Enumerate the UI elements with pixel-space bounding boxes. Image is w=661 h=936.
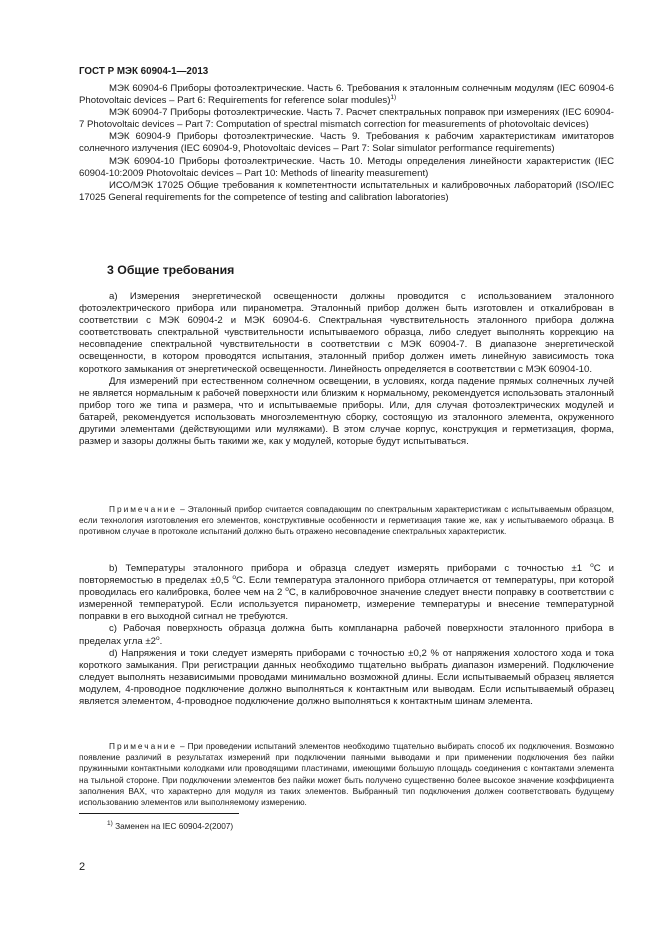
reference-item <box>79 180 614 204</box>
page-number: 2 <box>79 861 86 873</box>
note-text: – Эталонный прибор считается совпадающим по спектральным характеристикам с испытываемым образцом, если технология изготовления его элементов, конструктивные особенности и герметизация такие же, как у испытываемого образца. В противном случае в протоколе испытаний должно быть отражено несовпадение спектральных характеристик. <box>79 504 614 537</box>
requirements-block-a <box>79 291 614 448</box>
degree-sign: о <box>232 574 236 582</box>
paragraph-c: с) Рабочая поверхность образца должна быть компланарна рабочей поверхности эталонного прибора в пределах угла $\pm 2^о$. <box>79 623 614 647</box>
reference-text: МЭК 60904-6 Приборы фотоэлектрические. Часть 6. Требования к эталонным солнечным модулям (IEC 60904-6 Photovoltaic devices – Part 6: Requirements for reference solar modules) <box>79 83 614 107</box>
requirements-block-bcd <box>79 563 614 708</box>
reference-text: МЭК 60904-10 Приборы фотоэлектрические. Часть 10. Методы определения линейности характеристик (IEC 60904-10:2009 Photovoltaic devices – Part 10: Methods of linearity measurement) <box>79 155 614 179</box>
reference-text: МЭК 60904-9 Приборы фотоэлектрические. Часть 9. Требования к рабочим характеристикам имитаторов солнечного излучения (IEC 60904-9, Photovoltaic devices – Part 7: Solar simulator performance requirements) <box>79 131 614 155</box>
paragraph-a: а) Измерения энергетической освещенности должны проводится с использованием эталонного фотоэлектрического прибора или пиранометра. Эталонный прибор должен быть изготовлен и откалиброван в соответствии с МЭК 60904-2 и МЭК 60904-6. Спектральная чувствительность эталонного прибора должна соответствовать спектральной чувствительности испытываемого образца, либо следует выполнять коррекцию на несовпадение спектральной чувствительности в соответствии с МЭК 60904-7. В диапазоне энергетической освещенности, в котором проводятся испытания, эталонный прибор должен иметь линейную зависимость тока короткого замыкания от энергетической освещенности. Линейность определяется в соответствии с МЭК 60904-10. <box>79 291 614 375</box>
reference-item <box>79 83 614 107</box>
standard-header: ГОСТ Р МЭК 60904-1—2013 <box>79 66 209 77</box>
footnote-text: Заменен на IEC 60904-2(2007) <box>112 821 234 831</box>
footnote-marker: 1) <box>107 820 113 827</box>
reference-text: ИСО/МЭК 17025 Общие требования к компетентности испытательных и калибровочных лабораторий (ISO/IEC 17025 General requirements for the competence of testing and calibration laboratories) <box>79 179 614 203</box>
paragraph-natural-light: Для измерений при естественном солнечном освещении, в условиях, когда падение прямых солнечных лучей не является нормальным к рабочей поверхности или близким к нормальному, рекомендуется использовать эталонный прибор того же типа и размера, что и испытываемые приборы. Или, для случая фотоэлектрических модулей и батарей, рекомендуется использовать многоэлементную сборку, состоящую из эталонного элемента, окруженного другими элементами (действующими или муляжами). В этом случае корпус, конструкция и герметизация, форма, размер и зазоры должны быть такими же, как у модулей, которые будут испытываться. <box>79 375 614 448</box>
section-heading: 3 Общие требования <box>107 263 235 277</box>
note-paragraph <box>79 504 614 538</box>
normative-references <box>79 83 614 204</box>
paragraph-d: d) Напряжения и токи следует измерять приборами с точностью ±0,2 % от напряжения холостого хода и тока короткого замыкания. При регистрации данных необходимо тщательно выбрать диапазон измерений. Подключение следует выполнять независимыми проводами минимально возможной длины. Если испытываемый образец является модулем, 4-проводное подключение должно выполняться к контактным или выводам. Если испытываемый образец является элементом, 4-проводное подключение должно выполняться к контактным шинам элемента. <box>79 647 614 708</box>
footnote-separator <box>79 813 239 814</box>
note-cell-connection <box>79 741 614 808</box>
degree-sign: о <box>285 586 289 594</box>
reference-text: МЭК 60904-7 Приборы фотоэлектрические. Часть 7. Расчет спектральных поправок при измерениях (IEC 60904-7 Photovoltaic devices – Part 7: Computation of spectral mismatch correction for measurements of photovoltaic devices) <box>79 107 614 131</box>
reference-item <box>79 107 614 131</box>
note-paragraph <box>79 741 614 808</box>
footnote <box>107 821 233 832</box>
note-label: Примечание <box>109 741 178 751</box>
note-reference-device <box>79 504 614 538</box>
degree-sign: о <box>590 562 594 569</box>
reference-item <box>79 156 614 180</box>
reference-item <box>79 131 614 155</box>
note-label: Примечание <box>109 504 178 514</box>
note-text: – При проведении испытаний элементов необходимо тщательно выбирать способ их подключения. Возможно появление различий в результатах измерений при подключении паяными выводами и при применении подключения без пайки пружинными контактными колодками или проводящими пластинами, имеющими большую площадь соединения с контактами элемента на тыльной стороне. При подключении элементов без пайки может быть получено существенно более высокое значение коэффициента заполнения ВАХ, что характерно для модуля из таких элементов. Выбранный тип подключения должен соответствовать будущему использованию элементов или выполняемому измерению. <box>79 741 614 808</box>
footnote-marker[interactable]: 1) <box>390 94 397 102</box>
paragraph-b: b) Температуры эталонного прибора и образца следует измерять приборами с точностью ±1 $^о$С и повторяемостью в пределах ±0,5 $^о$С. Если температура эталонного прибора отличается от температуры, при которой проводилась его калибровка, более чем на 2 $^о$С, в калибровочное значение следует внести поправку в соответствии с измеренной температурой. Если используется пиранометр, измерение температуры и внесение температурной поправки в его выходной сигнал не требуются. <box>79 562 614 623</box>
degree-sign: о <box>155 634 160 642</box>
